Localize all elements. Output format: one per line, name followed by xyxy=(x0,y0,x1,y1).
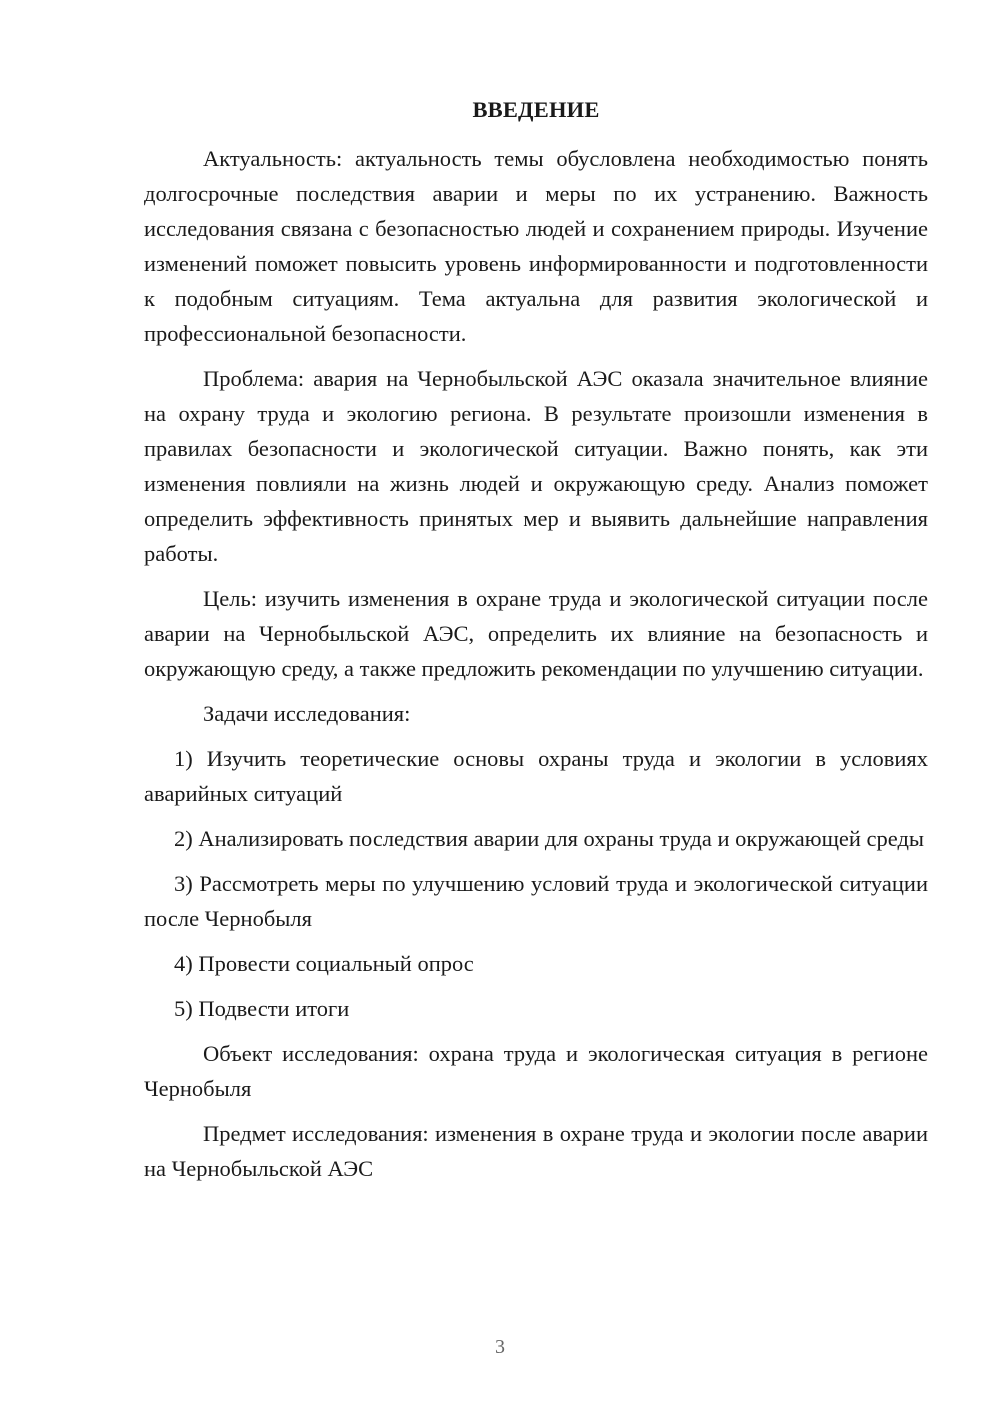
page-number: 3 xyxy=(495,1336,505,1358)
tasks-list xyxy=(144,741,928,1026)
section-title: ВВЕДЕНИЕ xyxy=(472,97,600,122)
document-page xyxy=(144,92,928,1196)
task-item-1: 1) Изучить теоретические основы охраны труда и экологии в условиях аварийных ситуаций xyxy=(144,746,928,806)
task-item-5: 5) Подвести итоги xyxy=(174,996,350,1021)
relevance-paragraph: Актуальность: актуальность темы обусловлена необходимостью понять долгосрочные последствия аварии и меры по их устранению. Важность исследования связана с безопасностью людей и сохранением природы. Изучение изменений поможет повысить уровень информированности и подготовленности к подобным ситуациям. Тема актуальна для развития экологической и профессиональной безопасности. xyxy=(144,146,928,346)
task-item-4: 4) Провести социальный опрос xyxy=(174,951,474,976)
research-object-paragraph: Объект исследования: охрана труда и экологическая ситуация в регионе Чернобыля xyxy=(144,1041,928,1101)
task-item-2: 2) Анализировать последствия аварии для охраны труда и окружающей среды xyxy=(174,826,925,851)
problem-paragraph: Проблема: авария на Чернобыльской АЭС оказала значительное влияние на охрану труда и экологию региона. В результате произошли изменения в правилах безопасности и экологической ситуации. Важно понять, как эти изменения повлияли на жизнь людей и окружающую среду. Анализ поможет определить эффективность принятых мер и выявить дальнейшие направления работы. xyxy=(144,366,928,566)
task-item-3: 3) Рассмотреть меры по улучшению условий труда и экологической ситуации после Чернобыля xyxy=(144,871,928,931)
goal-paragraph: Цель: изучить изменения в охране труда и экологической ситуации после аварии на Чернобыльской АЭС, определить их влияние на безопасность и окружающую среду, а также предложить рекомендации по улучшению ситуации. xyxy=(144,586,928,681)
research-subject-paragraph: Предмет исследования: изменения в охране труда и экологии после аварии на Чернобыльской АЭС xyxy=(144,1121,928,1181)
tasks-label: Задачи исследования: xyxy=(203,701,411,726)
